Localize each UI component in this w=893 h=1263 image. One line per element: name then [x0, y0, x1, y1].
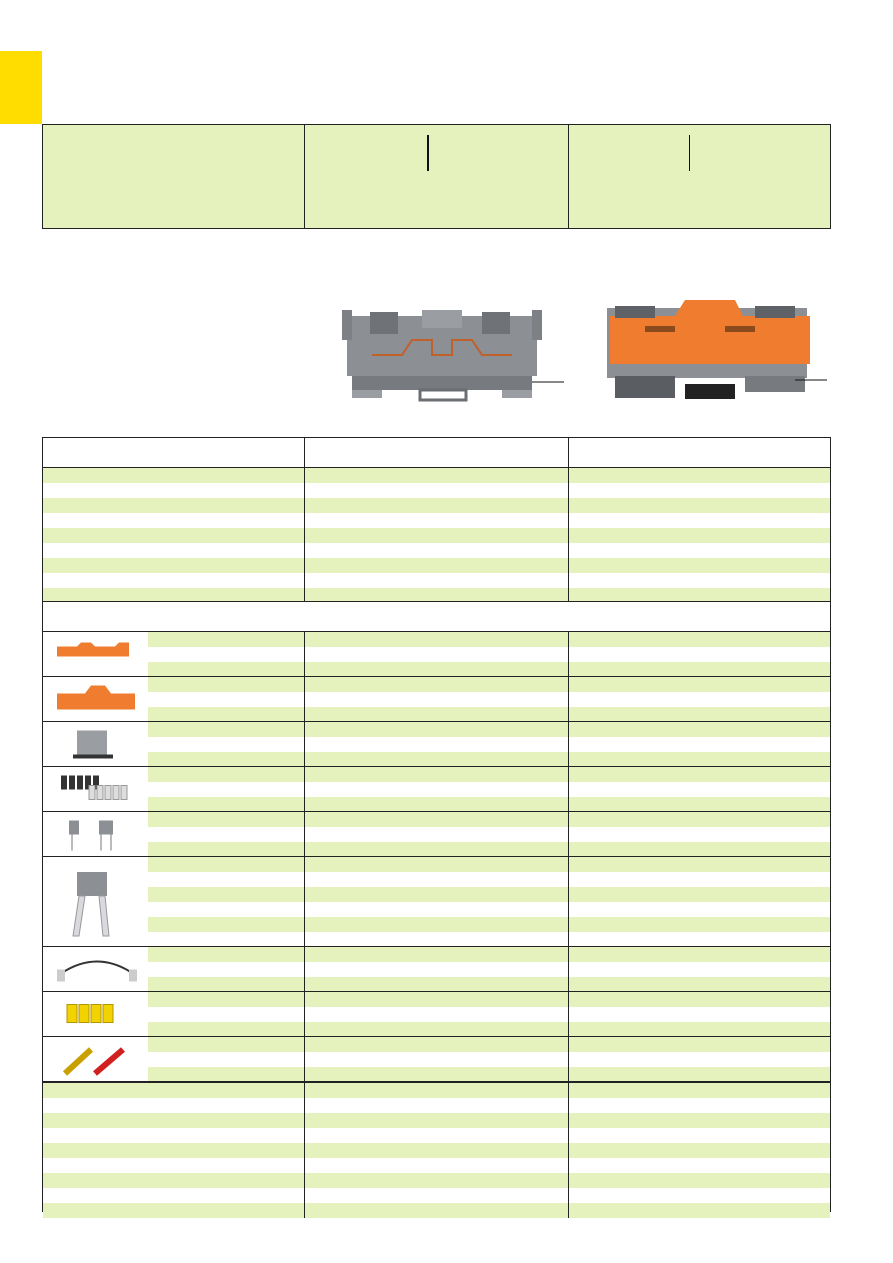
orange-intermediate-plate-icon	[43, 677, 148, 722]
section-row	[43, 602, 830, 631]
table-cell	[305, 543, 569, 558]
table-cell	[569, 962, 830, 977]
table-cell	[305, 812, 569, 827]
table-cell	[43, 543, 305, 558]
table-row	[43, 857, 830, 872]
table-cell	[305, 1067, 569, 1082]
table-cell	[305, 1143, 569, 1158]
table-cell	[43, 1203, 305, 1218]
table-cell	[569, 513, 830, 528]
accessories-table	[42, 437, 831, 1212]
table-cell	[569, 827, 830, 842]
table-cell	[43, 1158, 305, 1173]
table-cell	[569, 498, 830, 513]
accessory-thumbnail	[43, 857, 148, 947]
table-row	[43, 902, 830, 917]
table-cell	[305, 528, 569, 543]
table-cell	[305, 887, 569, 902]
table-row	[43, 977, 830, 992]
table-cell	[569, 483, 830, 498]
table-cell	[569, 1098, 830, 1113]
table-cell	[305, 932, 569, 947]
table-row	[43, 1022, 830, 1037]
table-row	[43, 677, 830, 692]
table-row	[43, 1158, 830, 1173]
table-cell	[43, 483, 305, 498]
table-cell	[305, 498, 569, 513]
table-cell	[305, 662, 569, 677]
table-row	[43, 827, 830, 842]
table-cell	[305, 857, 569, 872]
table-row	[43, 872, 830, 887]
page-tab-marker	[0, 51, 42, 124]
table-cell	[569, 1128, 830, 1143]
table-row	[43, 797, 830, 812]
accessory-thumbnail	[43, 812, 148, 857]
table-cell	[43, 1173, 305, 1188]
table-cell	[569, 1203, 830, 1218]
table-cell	[305, 737, 569, 752]
table-cell	[569, 767, 830, 782]
table-row	[43, 468, 830, 483]
header-box	[42, 124, 831, 229]
table-cell	[305, 1098, 569, 1113]
accessory-thumbnail	[43, 1037, 148, 1082]
table-cell	[43, 573, 305, 588]
accessory-thumbnail	[43, 992, 148, 1037]
table-cell	[305, 632, 569, 647]
table-cell	[305, 842, 569, 857]
table-cell	[305, 483, 569, 498]
table-row	[43, 1188, 830, 1203]
table-row	[43, 722, 830, 737]
table-cell	[569, 932, 830, 947]
table-row	[43, 1007, 830, 1022]
table-row	[43, 767, 830, 782]
table-row	[43, 1083, 830, 1098]
table-cell	[569, 1188, 830, 1203]
table-row	[43, 782, 830, 797]
table-row	[43, 528, 830, 543]
header-divider-mark	[427, 135, 429, 171]
table-cell	[305, 573, 569, 588]
table-cell	[305, 722, 569, 737]
table-row	[43, 737, 830, 752]
table-cell	[305, 1173, 569, 1188]
table-cell	[305, 1052, 569, 1067]
table-row	[43, 842, 830, 857]
table-cell	[305, 992, 569, 1007]
table-cell	[305, 1188, 569, 1203]
table-cell	[569, 1173, 830, 1188]
table-row	[43, 662, 830, 677]
table-cell	[569, 1143, 830, 1158]
table-cell	[43, 1083, 305, 1098]
table-cell	[305, 767, 569, 782]
test-plug-icon	[43, 1037, 148, 1082]
table-row	[43, 1113, 830, 1128]
table-cell	[305, 782, 569, 797]
table-cell	[569, 842, 830, 857]
table-cell	[305, 827, 569, 842]
table-row	[43, 632, 830, 647]
table-cell	[569, 752, 830, 767]
table-cell	[569, 543, 830, 558]
accessory-thumbnail	[43, 632, 148, 677]
table-cell	[569, 468, 830, 483]
table-cell	[43, 558, 305, 573]
table-cell	[305, 917, 569, 932]
accessory-thumbnail	[43, 767, 148, 812]
table-cell	[569, 677, 830, 692]
table-row	[43, 692, 830, 707]
header-cell-1	[43, 125, 305, 228]
table-cell	[569, 857, 830, 872]
table-cell	[569, 887, 830, 902]
table-row	[43, 1143, 830, 1158]
table-cell	[569, 573, 830, 588]
table-cell	[305, 1113, 569, 1128]
table-cell	[569, 692, 830, 707]
table-cell	[569, 632, 830, 647]
table-cell	[305, 977, 569, 992]
header-divider-mark	[689, 135, 690, 171]
table-cell	[569, 722, 830, 737]
table-cell	[569, 992, 830, 1007]
table-header-row	[43, 438, 830, 467]
gray-jumper-2way-icon	[43, 812, 148, 857]
table-row	[43, 707, 830, 722]
table-cell	[569, 558, 830, 573]
gray-jumper-large-icon	[43, 857, 148, 947]
column-header	[305, 438, 569, 467]
table-cell	[305, 797, 569, 812]
table-cell	[305, 752, 569, 767]
table-cell	[569, 528, 830, 543]
table-row	[43, 1203, 830, 1218]
header-cell-2	[305, 125, 569, 228]
table-cell	[569, 1007, 830, 1022]
table-cell	[43, 513, 305, 528]
table-cell	[305, 1083, 569, 1098]
marker-strips-icon	[43, 767, 148, 812]
table-cell	[43, 468, 305, 483]
table-cell	[43, 1143, 305, 1158]
table-cell	[569, 707, 830, 722]
product-images	[42, 290, 831, 405]
table-cell	[305, 692, 569, 707]
table-cell	[569, 977, 830, 992]
table-cell	[305, 707, 569, 722]
table-cell	[305, 1158, 569, 1173]
table-cell	[305, 558, 569, 573]
header-cell-3	[569, 125, 830, 228]
table-cell	[305, 677, 569, 692]
table-cell	[569, 647, 830, 662]
table-cell	[305, 513, 569, 528]
accessory-thumbnail	[43, 677, 148, 722]
table-row	[43, 513, 830, 528]
table-cell	[305, 1203, 569, 1218]
table-row	[43, 962, 830, 977]
accessory-thumbnail	[43, 947, 148, 992]
table-row	[43, 1098, 830, 1113]
table-cell	[43, 1188, 305, 1203]
table-cell	[305, 962, 569, 977]
gray-terminal-block-image	[342, 310, 567, 405]
table-cell	[43, 498, 305, 513]
table-row	[43, 483, 830, 498]
table-row	[43, 932, 830, 947]
table-cell	[305, 647, 569, 662]
orange-terminal-block-image	[605, 298, 830, 403]
table-cell	[43, 1113, 305, 1128]
table-cell	[569, 917, 830, 932]
column-header	[43, 438, 305, 467]
table-cell	[305, 1007, 569, 1022]
accessory-thumbnail	[43, 722, 148, 767]
table-row	[43, 1173, 830, 1188]
table-row	[43, 543, 830, 558]
table-cell	[569, 947, 830, 962]
table-cell	[569, 1052, 830, 1067]
table-cell	[43, 1128, 305, 1143]
table-row	[43, 573, 830, 588]
table-row	[43, 1052, 830, 1067]
orange-end-plate-icon	[43, 632, 148, 677]
table-row	[43, 647, 830, 662]
table-row	[43, 752, 830, 767]
table-cell	[569, 1083, 830, 1098]
table-cell	[569, 812, 830, 827]
table-row	[43, 812, 830, 827]
table-cell	[305, 468, 569, 483]
table-cell	[569, 662, 830, 677]
table-cell	[569, 902, 830, 917]
yellow-marker-carrier-icon	[43, 992, 148, 1037]
column-header	[569, 438, 830, 467]
wire-jumper-icon	[43, 947, 148, 992]
table-cell	[305, 902, 569, 917]
table-cell	[569, 1158, 830, 1173]
table-cell	[305, 1128, 569, 1143]
table-row	[43, 1128, 830, 1143]
table-row	[43, 1067, 830, 1082]
table-cell	[569, 737, 830, 752]
table-row	[43, 887, 830, 902]
table-row	[43, 917, 830, 932]
table-row	[43, 498, 830, 513]
table-cell	[569, 782, 830, 797]
table-cell	[43, 1098, 305, 1113]
table-cell	[569, 797, 830, 812]
table-row	[43, 992, 830, 1007]
table-cell	[43, 528, 305, 543]
table-cell	[305, 1037, 569, 1052]
table-cell	[569, 1022, 830, 1037]
table-row	[43, 558, 830, 573]
table-cell	[305, 872, 569, 887]
table-cell	[305, 947, 569, 962]
table-cell	[569, 1037, 830, 1052]
table-row	[43, 947, 830, 962]
table-cell	[305, 1022, 569, 1037]
table-cell	[569, 1067, 830, 1082]
gray-end-stop-icon	[43, 722, 148, 767]
table-cell	[569, 872, 830, 887]
table-row	[43, 1037, 830, 1052]
table-cell	[569, 1113, 830, 1128]
